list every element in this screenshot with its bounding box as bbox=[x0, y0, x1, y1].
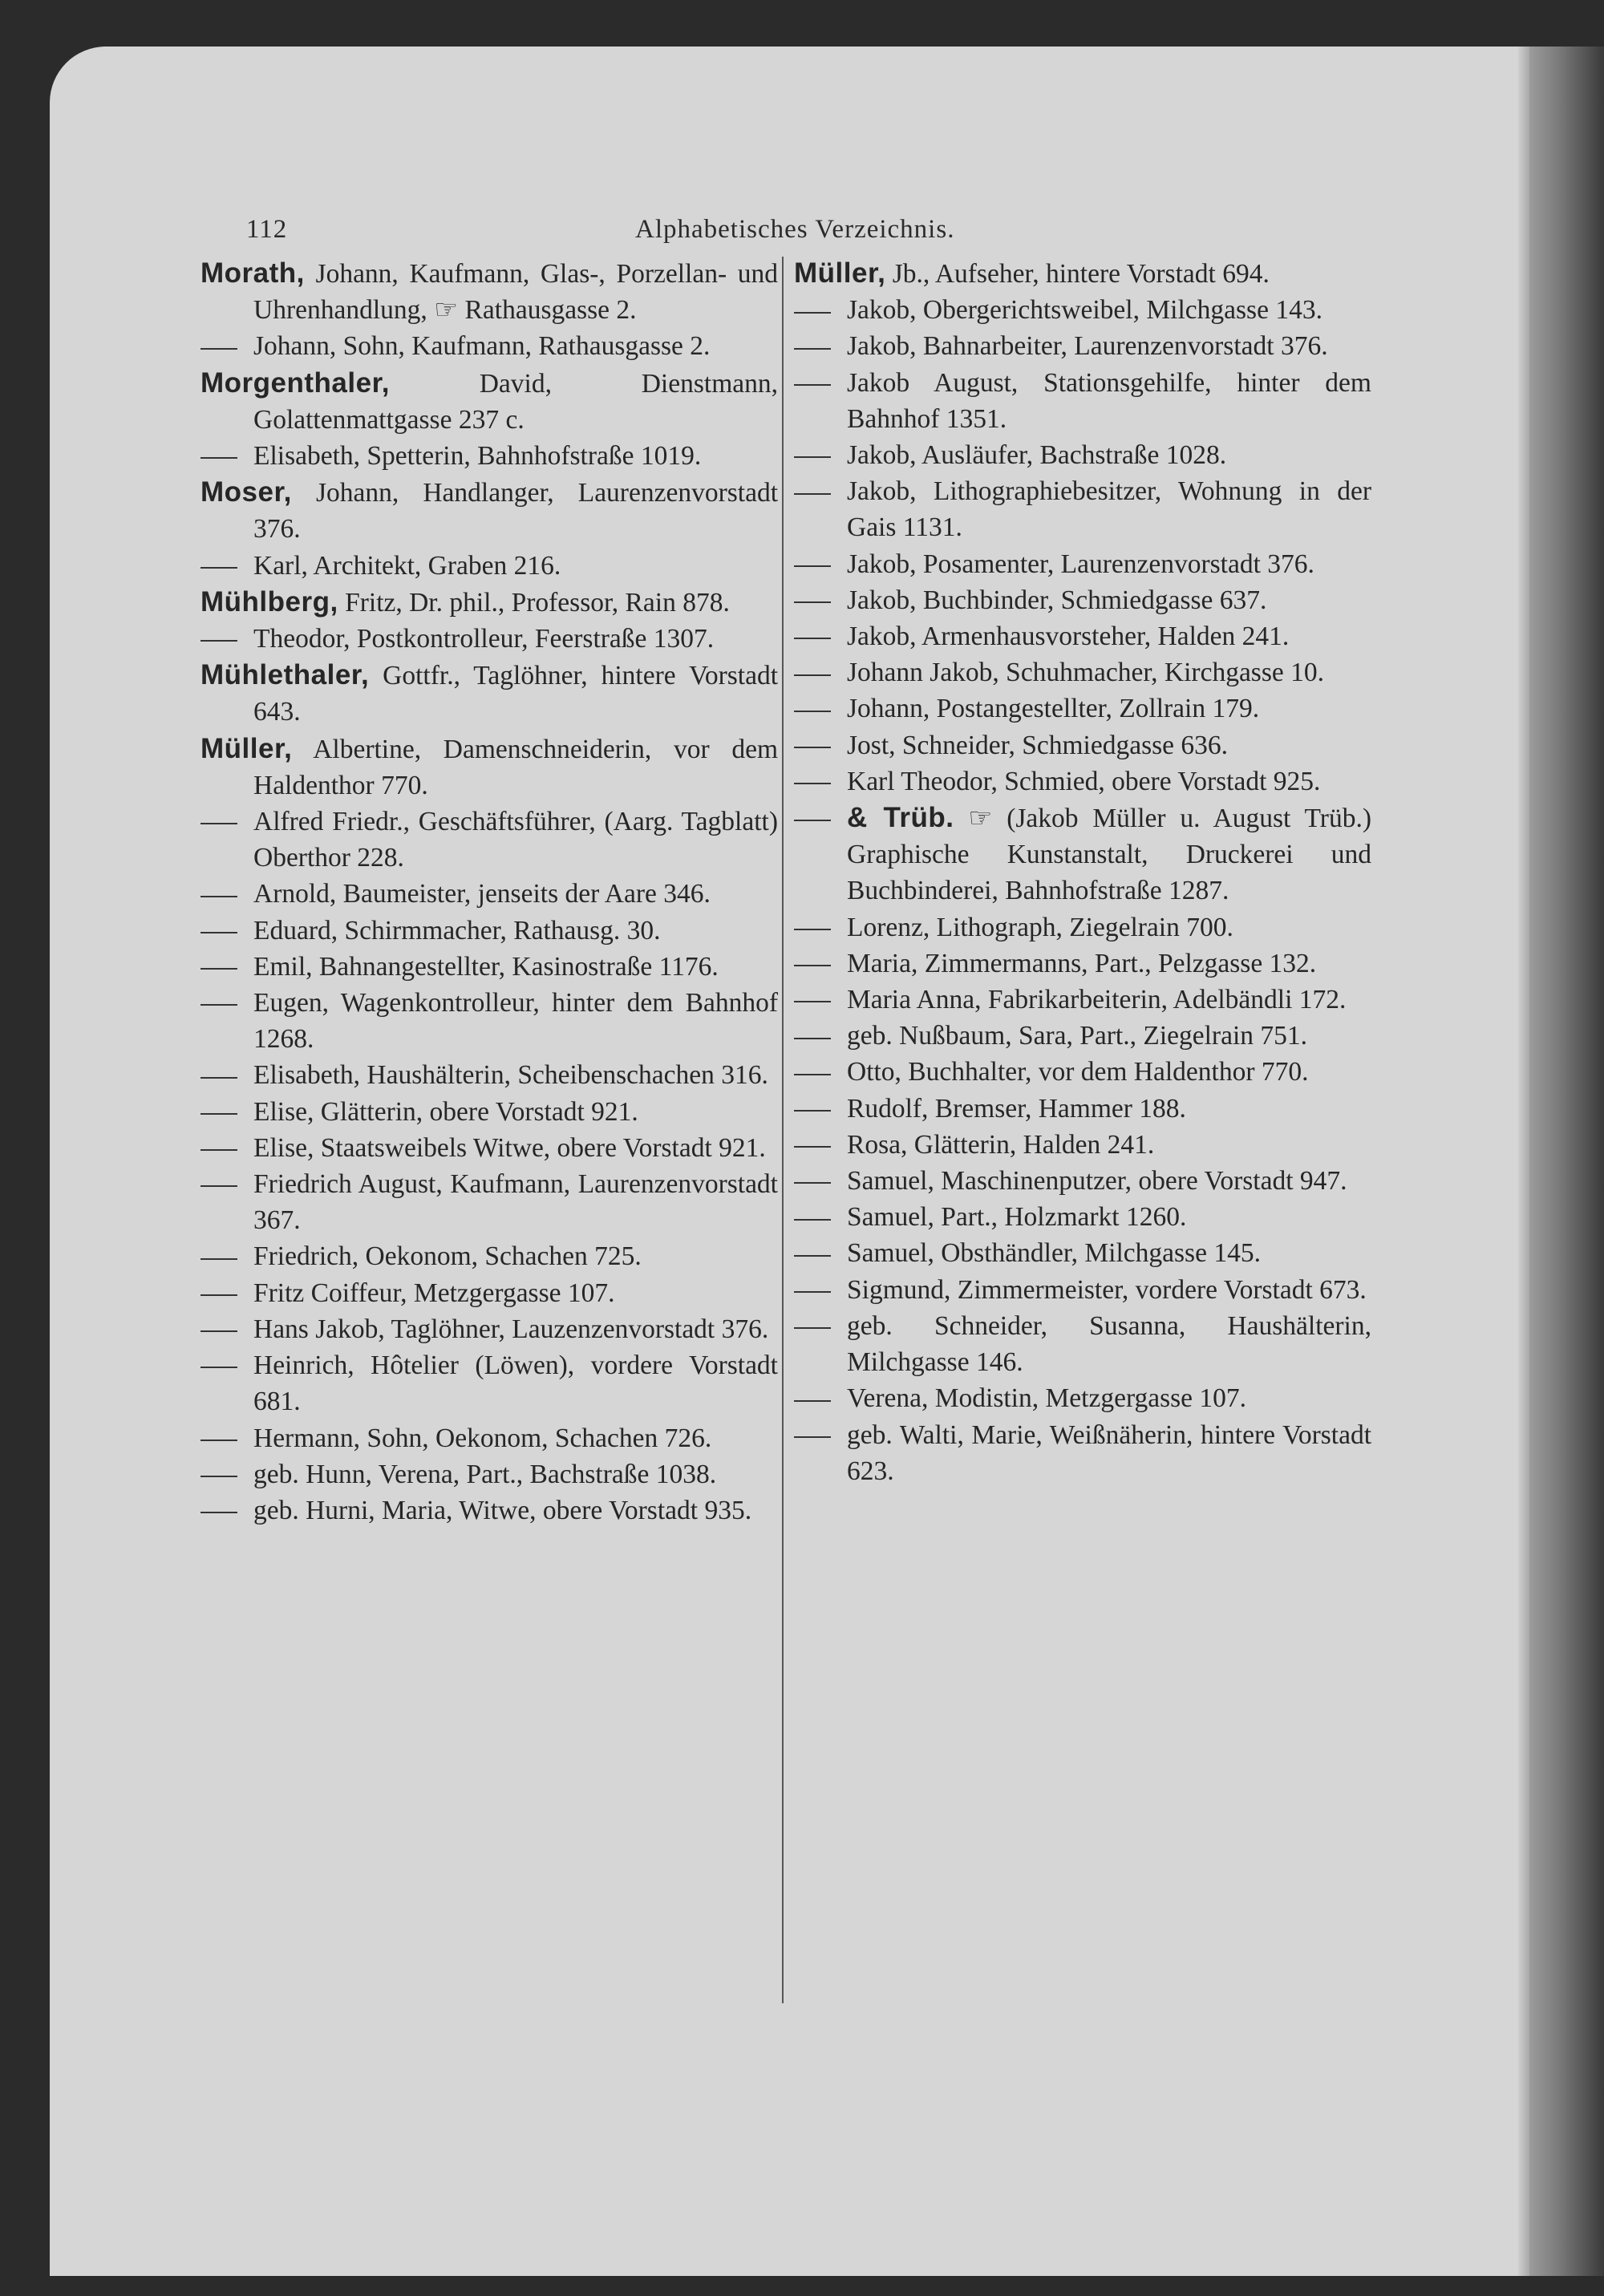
entry-surname: Morath, bbox=[200, 257, 305, 289]
entry-text: Johann Jakob, Schuhmacher, Kirchgasse 10. bbox=[847, 658, 1325, 688]
directory-entry-main bbox=[200, 657, 778, 730]
entry-text: Theodor, Postkontrolleur, Feerstraße 1307. bbox=[253, 624, 715, 654]
ditto-dash bbox=[794, 946, 847, 982]
directory-entry-main bbox=[200, 584, 778, 621]
ditto-dash bbox=[794, 1199, 847, 1235]
ditto-dash bbox=[794, 1308, 847, 1344]
directory-entry-main bbox=[200, 474, 778, 547]
entry-text: Elisabeth, Haushälterin, Scheibenschachen 316. bbox=[253, 1060, 768, 1091]
entry-text: geb. Schneider, Susanna, Haushälterin, Milchgasse 146. bbox=[847, 1310, 1371, 1378]
entry-text: Johann, Sohn, Kaufmann, Rathausgasse 2. bbox=[253, 331, 711, 362]
directory-entry-sub bbox=[200, 1057, 778, 1093]
entry-text: Jakob August, Stationsgehilfe, hinter dem Bahnhof 1351. bbox=[847, 367, 1371, 434]
directory-entry-main bbox=[200, 255, 778, 328]
ditto-dash bbox=[794, 1127, 847, 1163]
directory-entry-sub bbox=[794, 982, 1371, 1018]
page-header bbox=[50, 215, 1529, 247]
entry-text: Gottfr., Taglöhner, hintere Vorstadt 643. bbox=[253, 661, 778, 727]
directory-entry-sub bbox=[794, 473, 1371, 545]
directory-entry-sub bbox=[794, 1308, 1371, 1380]
ditto-dash bbox=[794, 763, 847, 800]
entry-surname: Mühlberg, bbox=[200, 585, 338, 618]
entry-text: Jakob, Bahnarbeiter, Laurenzenvorstadt 376. bbox=[847, 331, 1328, 362]
ditto-dash bbox=[794, 437, 847, 473]
entry-text: Jakob, Ausläufer, Bachstraße 1028. bbox=[847, 440, 1227, 471]
entry-text: Otto, Buchhalter, vor dem Haldenthor 770. bbox=[847, 1057, 1309, 1087]
directory-entry-sub bbox=[794, 909, 1371, 946]
ditto-dash bbox=[794, 727, 847, 763]
directory-entry-sub bbox=[794, 437, 1371, 473]
directory-entry-sub bbox=[794, 582, 1371, 618]
ditto-dash bbox=[794, 1054, 847, 1090]
entry-text: ☞ (Jakob Müller u. August Trüb.) Graphische Kunstanstalt, Druckerei und Buchbinderei, Bahnhofstraße 1287. bbox=[847, 804, 1371, 906]
ditto-dash bbox=[200, 328, 253, 364]
directory-entry-sub bbox=[200, 876, 778, 912]
directory-entry-sub bbox=[794, 727, 1371, 763]
directory-entry-sub bbox=[200, 1275, 778, 1311]
directory-entry-sub bbox=[200, 1311, 778, 1347]
entry-text: Karl Theodor, Schmied, obere Vorstadt 925. bbox=[847, 766, 1321, 796]
entry-text: Eduard, Schirmmacher, Rathausg. 30. bbox=[253, 915, 661, 946]
directory-entry-sub bbox=[794, 1417, 1371, 1489]
directory-entry-sub bbox=[200, 1492, 778, 1529]
ditto-dash bbox=[200, 876, 253, 912]
directory-entry-sub bbox=[794, 1091, 1371, 1127]
directory-entry-sub bbox=[200, 1130, 778, 1166]
ditto-dash bbox=[794, 618, 847, 654]
page-number: 112 bbox=[246, 215, 288, 244]
directory-entry-sub bbox=[794, 1272, 1371, 1308]
entry-text: Elisabeth, Spetterin, Bahnhofstraße 1019. bbox=[253, 441, 702, 472]
entry-text: Emil, Bahnangestellter, Kasinostraße 1176. bbox=[253, 951, 719, 982]
entry-text: Elise, Glätterin, obere Vorstadt 921. bbox=[253, 1096, 638, 1127]
book-spine bbox=[1529, 47, 1604, 2276]
right-column bbox=[794, 255, 1371, 1489]
column-divider bbox=[782, 257, 784, 2003]
entry-text: Jost, Schneider, Schmiedgasse 636. bbox=[847, 730, 1229, 760]
directory-entry-sub bbox=[794, 1199, 1371, 1235]
ditto-dash bbox=[200, 1238, 253, 1274]
entry-text: Samuel, Maschinenputzer, obere Vorstadt 947. bbox=[847, 1166, 1347, 1197]
page-edge bbox=[1518, 47, 1529, 2276]
ditto-dash bbox=[794, 1091, 847, 1127]
ditto-dash bbox=[794, 365, 847, 401]
entry-text: Hans Jakob, Taglöhner, Lauzenzenvorstadt 376. bbox=[253, 1314, 769, 1344]
left-column bbox=[200, 255, 778, 1529]
entry-text: Johann, Postangestellter, Zollrain 179. bbox=[847, 694, 1260, 724]
entry-text: Rudolf, Bremser, Hammer 188. bbox=[847, 1093, 1186, 1124]
ditto-dash bbox=[200, 548, 253, 584]
directory-entry-sub bbox=[794, 1018, 1371, 1054]
ditto-dash bbox=[794, 328, 847, 364]
ditto-dash bbox=[200, 1347, 253, 1383]
directory-entry-main bbox=[200, 365, 778, 438]
directory-entry-main bbox=[794, 255, 1371, 292]
ditto-dash bbox=[794, 546, 847, 582]
directory-entry-sub bbox=[794, 618, 1371, 654]
page-title: Alphabetisches Verzeichnis. bbox=[635, 215, 955, 244]
directory-entry-sub bbox=[794, 1127, 1371, 1163]
directory-entry-sub bbox=[200, 548, 778, 584]
entry-text: Fritz, Dr. phil., Professor, Rain 878. bbox=[345, 587, 730, 618]
entry-text: Johann, Handlanger, Laurenzenvorstadt 376. bbox=[253, 478, 778, 545]
ditto-dash bbox=[200, 1130, 253, 1166]
directory-entry-sub bbox=[200, 985, 778, 1057]
ditto-dash bbox=[794, 292, 847, 328]
ditto-dash bbox=[200, 1057, 253, 1093]
directory-entry-sub bbox=[794, 292, 1371, 328]
ditto-dash bbox=[794, 654, 847, 690]
entry-text: Verena, Modistin, Metzgergasse 107. bbox=[847, 1383, 1247, 1414]
ditto-dash bbox=[794, 982, 847, 1018]
entry-surname: & Trüb. bbox=[847, 802, 954, 834]
entry-text: Albertine, Damenschneiderin, vor dem Haldenthor 770. bbox=[253, 734, 778, 800]
directory-entry-sub bbox=[794, 654, 1371, 690]
ditto-dash bbox=[794, 1380, 847, 1416]
ditto-dash bbox=[794, 909, 847, 946]
ditto-dash bbox=[794, 1417, 847, 1453]
entry-text: Friedrich August, Kaufmann, Laurenzenvorstadt 367. bbox=[253, 1169, 778, 1236]
directory-entry-sub bbox=[794, 690, 1371, 727]
directory-entry-sub bbox=[200, 1347, 778, 1419]
directory-entry-sub bbox=[200, 328, 778, 364]
ditto-dash bbox=[794, 1235, 847, 1271]
entry-text: geb. Walti, Marie, Weißnäherin, hintere Vorstadt 623. bbox=[847, 1419, 1371, 1486]
directory-entry-sub bbox=[794, 1380, 1371, 1416]
directory-entry-sub bbox=[200, 1166, 778, 1238]
ditto-dash bbox=[200, 1311, 253, 1347]
entry-text: Friedrich, Oekonom, Schachen 725. bbox=[253, 1241, 642, 1272]
entry-text: Jakob, Buchbinder, Schmiedgasse 637. bbox=[847, 585, 1267, 615]
ditto-dash bbox=[200, 438, 253, 474]
entry-text: Jakob, Posamenter, Laurenzenvorstadt 376. bbox=[847, 549, 1314, 579]
directory-entry-sub bbox=[200, 1456, 778, 1492]
entry-surname: Moser, bbox=[200, 476, 292, 508]
entry-surname: Morgenthaler, bbox=[200, 366, 390, 399]
ditto-dash bbox=[200, 621, 253, 657]
ditto-dash bbox=[794, 473, 847, 509]
directory-entry-sub bbox=[794, 1054, 1371, 1090]
directory-entry-sub bbox=[200, 804, 778, 876]
entry-surname: Müller, bbox=[200, 732, 293, 764]
ditto-dash bbox=[794, 800, 847, 836]
directory-entry-sub bbox=[794, 328, 1371, 364]
directory-entry-sub bbox=[200, 949, 778, 985]
entry-text: Rosa, Glätterin, Halden 241. bbox=[847, 1129, 1155, 1160]
ditto-dash bbox=[200, 913, 253, 949]
directory-entry-sub bbox=[794, 800, 1371, 909]
directory-entry-sub bbox=[794, 1235, 1371, 1271]
entry-text: Sigmund, Zimmermeister, vordere Vorstadt 673. bbox=[847, 1274, 1367, 1305]
entry-text: Samuel, Part., Holzmarkt 1260. bbox=[847, 1202, 1187, 1233]
directory-entry-sub bbox=[794, 1163, 1371, 1199]
ditto-dash bbox=[794, 690, 847, 727]
entry-text: David, Dienstmann, Golattenmattgasse 237 c. bbox=[253, 368, 778, 435]
entry-text: Alfred Friedr., Geschäftsführer, (Aarg. Tagblatt) Oberthor 228. bbox=[253, 807, 778, 873]
entry-text: geb. Nußbaum, Sara, Part., Ziegelrain 751. bbox=[847, 1021, 1307, 1051]
entry-text: geb. Hurni, Maria, Witwe, obere Vorstadt 935. bbox=[253, 1495, 752, 1525]
entry-text: Eugen, Wagenkontrolleur, hinter dem Bahnhof 1268. bbox=[253, 988, 778, 1055]
entry-text: Jakob, Lithographiebesitzer, Wohnung in der Gais 1131. bbox=[847, 476, 1371, 543]
ditto-dash bbox=[794, 1018, 847, 1054]
entry-text: Maria Anna, Fabrikarbeiterin, Adelbändli 172. bbox=[847, 985, 1347, 1015]
ditto-dash bbox=[200, 985, 253, 1021]
directory-entry-sub bbox=[794, 365, 1371, 437]
entry-surname: Mühlethaler, bbox=[200, 659, 370, 691]
ditto-dash bbox=[794, 1272, 847, 1308]
entry-text: Samuel, Obsthändler, Milchgasse 145. bbox=[847, 1238, 1261, 1269]
directory-entry-sub bbox=[794, 763, 1371, 800]
entry-text: geb. Hunn, Verena, Part., Bachstraße 1038. bbox=[253, 1459, 717, 1489]
directory-entry-sub bbox=[794, 546, 1371, 582]
entry-text: Jb., Aufseher, hintere Vorstadt 694. bbox=[892, 259, 1270, 289]
ditto-dash bbox=[200, 1166, 253, 1202]
ditto-dash bbox=[200, 1456, 253, 1492]
directory-entry-sub bbox=[200, 913, 778, 949]
entry-text: Elise, Staatsweibels Witwe, obere Vorstadt 921. bbox=[253, 1132, 766, 1163]
directory-entry-sub bbox=[200, 438, 778, 474]
entry-text: Hermann, Sohn, Oekonom, Schachen 726. bbox=[253, 1423, 712, 1453]
ditto-dash bbox=[200, 1420, 253, 1456]
entry-text: Maria, Zimmermanns, Part., Pelzgasse 132. bbox=[847, 948, 1317, 978]
directory-entry-sub bbox=[200, 1420, 778, 1456]
ditto-dash bbox=[200, 1492, 253, 1529]
entry-text: Lorenz, Lithograph, Ziegelrain 700. bbox=[847, 912, 1233, 942]
ditto-dash bbox=[200, 804, 253, 840]
ditto-dash bbox=[200, 1094, 253, 1130]
entry-text: Heinrich, Hôtelier (Löwen), vordere Vorstadt 681. bbox=[253, 1350, 778, 1417]
directory-entry-sub bbox=[200, 1238, 778, 1274]
ditto-dash bbox=[200, 949, 253, 985]
ditto-dash bbox=[794, 1163, 847, 1199]
directory-entry-main bbox=[200, 731, 778, 804]
entry-text: Fritz Coiffeur, Metzgergasse 107. bbox=[253, 1278, 615, 1308]
directory-entry-sub bbox=[200, 1094, 778, 1130]
entry-text: Arnold, Baumeister, jenseits der Aare 346. bbox=[253, 879, 711, 909]
entry-text: Jakob, Obergerichtsweibel, Milchgasse 143. bbox=[847, 295, 1322, 326]
entry-text: Karl, Architekt, Graben 216. bbox=[253, 550, 561, 581]
entry-text: Jakob, Armenhausvorsteher, Halden 241. bbox=[847, 622, 1290, 652]
entry-text: Johann, Kaufmann, Glas-, Porzellan- und Uhrenhandlung, ☞ Rathausgasse 2. bbox=[253, 259, 778, 326]
directory-entry-sub bbox=[200, 621, 778, 657]
ditto-dash bbox=[200, 1275, 253, 1311]
directory-entry-sub bbox=[794, 946, 1371, 982]
ditto-dash bbox=[794, 582, 847, 618]
entry-surname: Müller, bbox=[794, 257, 886, 289]
